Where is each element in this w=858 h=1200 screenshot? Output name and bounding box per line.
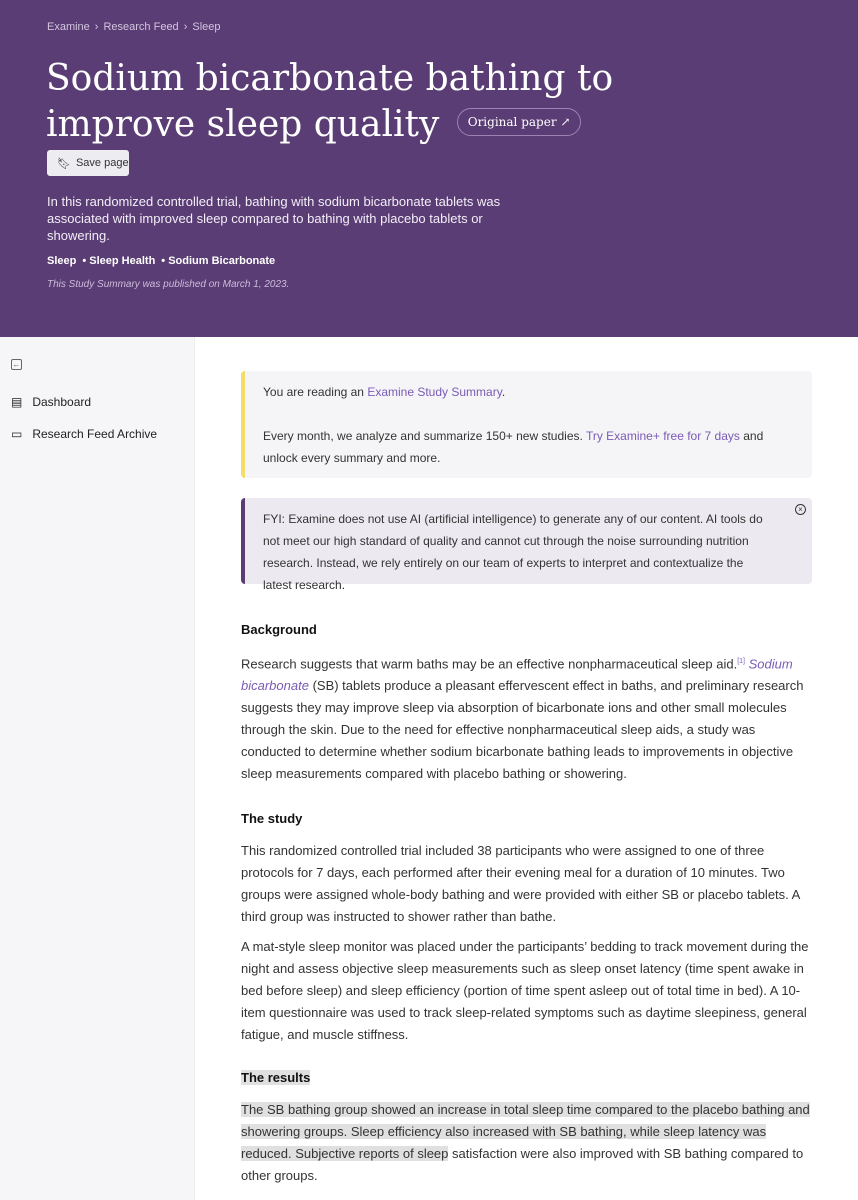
chevron-right-icon: › bbox=[183, 21, 188, 33]
sidebar-item-research-feed-archive[interactable] bbox=[11, 427, 157, 441]
study-summary-notice bbox=[241, 371, 812, 478]
background-paragraph bbox=[241, 651, 812, 785]
sodium-bicarbonate-link[interactable]: Sodium bicarbonate bbox=[241, 656, 793, 694]
tag[interactable]: Sleep bbox=[47, 255, 77, 267]
tag[interactable]: • Sleep Health bbox=[82, 255, 156, 267]
breadcrumb-research-feed[interactable]: Research Feed bbox=[103, 21, 179, 33]
collapse-sidebar-icon[interactable]: ← bbox=[12, 360, 21, 369]
study-paragraph: A mat-style sleep monitor was placed under the participants’ bedding to track movement during the night and assess objective sleep measurements such as sleep onset latency (time spent awake in bed before sleep) and sleep efficiency (portion of time spent asleep out of total time in bed). A 10-item questionnaire was used to track sleep-related symptoms such as daytime sleepiness, general fatigue, and muscle stiffness. bbox=[241, 939, 809, 1043]
sidebar-item-label: Research Feed Archive bbox=[32, 427, 158, 441]
page-title bbox=[46, 56, 766, 148]
archive-icon: ▭ bbox=[11, 427, 23, 441]
text: satisfaction were also improved with SB bathing compared to other groups. bbox=[241, 1146, 804, 1184]
save-page-label: Save page bbox=[75, 157, 129, 169]
notice-text: . bbox=[501, 385, 506, 399]
results-heading: The results bbox=[241, 1070, 311, 1086]
chevron-right-icon: › bbox=[94, 21, 99, 33]
title-text: Sodium bicarbonate bathing to improve sleep quality bbox=[46, 58, 614, 145]
main-content bbox=[241, 337, 812, 1195]
original-paper-link[interactable] bbox=[457, 108, 582, 136]
save-page-button[interactable] bbox=[47, 150, 129, 176]
breadcrumb-sleep[interactable]: Sleep bbox=[192, 21, 221, 33]
original-paper-label: Original paper bbox=[467, 115, 557, 129]
page-header bbox=[0, 0, 858, 337]
notice-text: and unlock every summary and more. bbox=[263, 429, 764, 465]
study-paragraph: This randomized controlled trial included 38 participants who were assigned to one of three protocols for 7 days, each performed after their evening meal for a duration of 10 minutes. Two groups were assigned whole-body bathing and were provided with either SB or placebo tablets. A third group was instructed to shower rather than bathe. bbox=[241, 843, 800, 925]
study-heading: The study bbox=[241, 811, 303, 827]
external-link-icon: ↗ bbox=[560, 115, 571, 129]
summary-description: In this randomized controlled trial, bathing with sodium bicarbonate tablets was associated with improved sleep compared to bathing with placebo tablets or showering. bbox=[47, 194, 501, 243]
text: (SB) tablets produce a pleasant effervescent effect in baths, and preliminary research suggests they may improve sleep via absorption of bicarbonate ions and other small molecules through the skin. Due to the need for effective nonpharmaceutical sleep aids, a study was conducted to determine whether sodium bicarbonate bathing leads to improvements in objective sleep measurements compared with placebo bathing or showering. bbox=[241, 678, 804, 782]
notice-text: You are reading an bbox=[263, 385, 368, 399]
free-trial-link[interactable]: Try Examine+ free for 7 days bbox=[585, 429, 740, 443]
tag-list bbox=[47, 255, 281, 267]
close-icon[interactable]: × bbox=[795, 504, 806, 515]
ai-disclaimer-text: FYI: Examine does not use AI (artificial intelligence) to generate any of our content. AI tools do not meet our high standard of quality and cannot cut through the noise surrounding nutrition research. Instead, we rely entirely on our team of experts to interpret and contextualize the latest research. bbox=[263, 512, 763, 592]
selected-text: The SB bathing group showed an increase in total sleep time compared to the placebo bathing and showering groups. Sleep efficiency also increased with SB bathing, while sleep latency was reduced. Subjective reports of sleep bbox=[241, 1102, 810, 1162]
notice-text: Every month, we analyze and summarize 150+ new studies. bbox=[263, 429, 586, 443]
breadcrumb-examine[interactable]: Examine bbox=[47, 21, 90, 33]
text: Research suggests that warm baths may be an effective nonpharmaceutical sleep aid. bbox=[241, 656, 738, 672]
clipboard-icon: ▤ bbox=[11, 395, 23, 409]
tag[interactable]: • Sodium Bicarbonate bbox=[161, 255, 276, 267]
breadcrumb bbox=[47, 21, 221, 33]
study-summary-link[interactable]: Examine Study Summary bbox=[367, 385, 502, 399]
background-heading: Background bbox=[241, 622, 317, 637]
published-date: This Study Summary was published on March 1, 2023. bbox=[47, 279, 290, 290]
sidebar bbox=[0, 337, 195, 1200]
sidebar-item-dashboard[interactable] bbox=[11, 395, 91, 409]
sidebar-item-label: Dashboard bbox=[32, 395, 92, 409]
reference-link[interactable]: [1] bbox=[737, 658, 745, 665]
ai-disclaimer bbox=[241, 498, 812, 592]
results-paragraph bbox=[241, 1099, 812, 1187]
bookmark-icon: 🔖︎ bbox=[57, 157, 71, 170]
